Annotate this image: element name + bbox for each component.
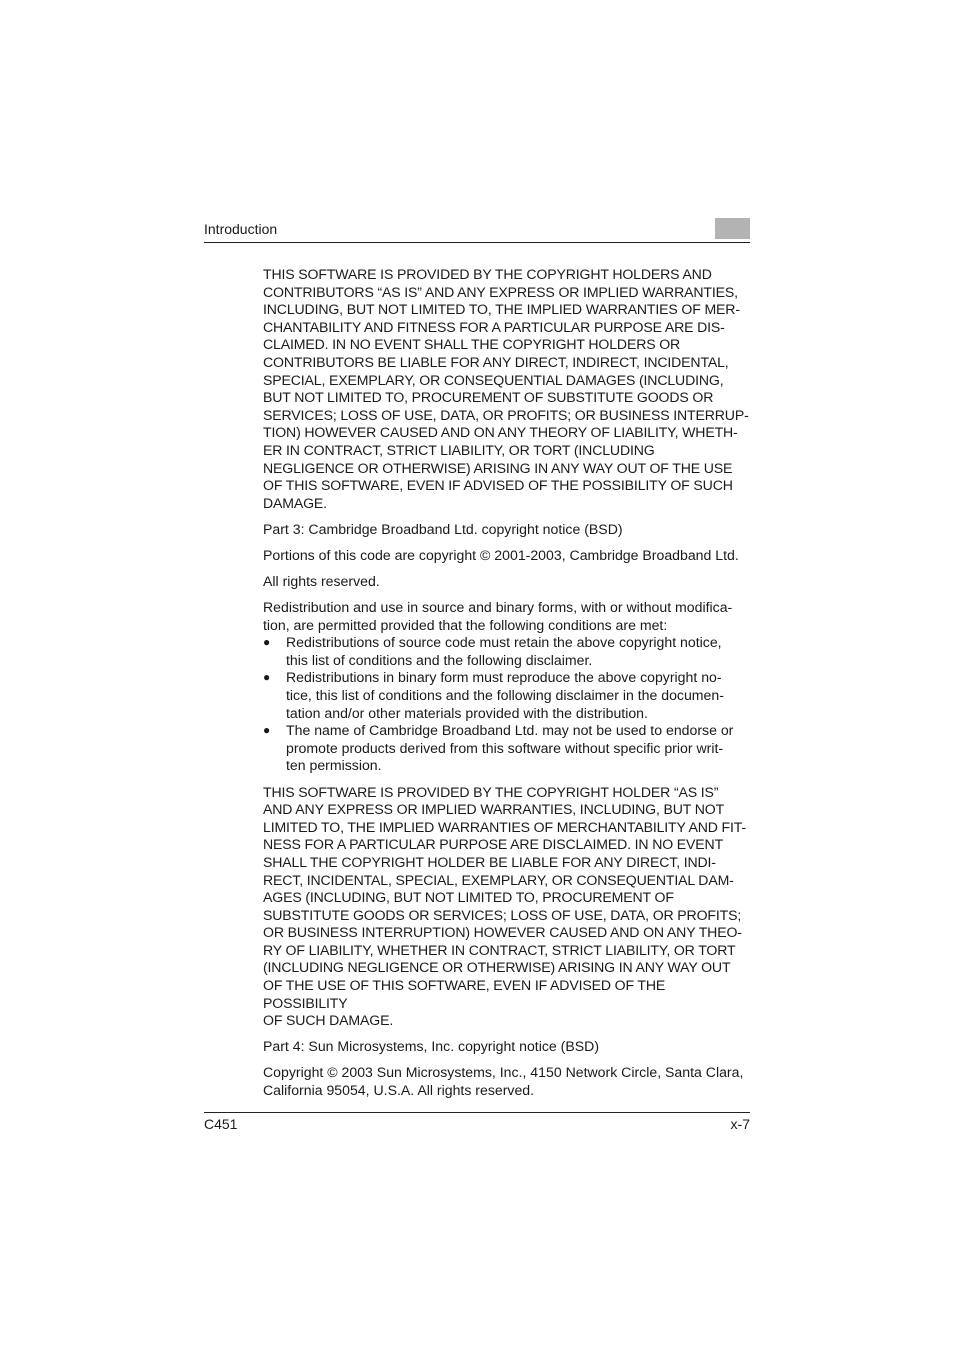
text-line: SPECIAL, EXEMPLARY, OR CONSEQUENTIAL DAMAGES (INCLUDING, xyxy=(263,371,724,388)
text-line: Redistributions in binary form must reproduce the above copyright no- xyxy=(286,669,722,686)
redistribution-intro xyxy=(263,599,751,634)
text-line: tice, this list of conditions and the following disclaimer in the documen- xyxy=(286,687,724,704)
text-line: ER IN CONTRACT, STRICT LIABILITY, OR TORT (INCLUDING xyxy=(263,441,655,458)
list-item xyxy=(263,722,751,775)
model-name: C451 xyxy=(204,1116,238,1132)
text-line: SERVICES; LOSS OF USE, DATA, OR PROFITS; OR BUSINESS INTERRUP- xyxy=(263,406,749,423)
text-line: NEGLIGENCE OR OTHERWISE) ARISING IN ANY WAY OUT OF THE USE xyxy=(263,459,733,476)
text-line: Redistributions of source code must retain the above copyright notice, xyxy=(286,634,722,651)
text-line: Copyright © 2003 Sun Microsystems, Inc., 4150 Network Circle, Santa Clara, xyxy=(263,1064,744,1081)
text-line: California 95054, U.S.A. All rights reserved. xyxy=(263,1082,535,1099)
text-line: CONTRIBUTORS “AS IS” AND ANY EXPRESS OR IMPLIED WARRANTIES, xyxy=(263,283,738,300)
text-line: OF THE USE OF THIS SOFTWARE, EVEN IF ADVISED OF THE POSSIBILITY xyxy=(263,977,666,1011)
text-line: LIMITED TO, THE IMPLIED WARRANTIES OF MERCHANTABILITY AND FIT- xyxy=(263,818,747,835)
text-line: promote products derived from this software without specific prior writ- xyxy=(286,739,724,756)
text-line: AGES (INCLUDING, BUT NOT LIMITED TO, PROCUREMENT OF xyxy=(263,889,674,906)
text-line: THIS SOFTWARE IS PROVIDED BY THE COPYRIGHT HOLDER “AS IS” xyxy=(263,783,719,800)
page-content xyxy=(263,266,751,1100)
text-line: Redistribution and use in source and binary forms, with or without modifica- xyxy=(263,599,733,616)
part4-heading: Part 4: Sun Microsystems, Inc. copyright notice (BSD) xyxy=(263,1038,600,1055)
text-line: AND ANY EXPRESS OR IMPLIED WARRANTIES, INCLUDING, BUT NOT xyxy=(263,801,725,818)
bullet-icon: ● xyxy=(263,670,271,685)
chapter-tab-marker xyxy=(715,218,750,239)
bullet-icon: ● xyxy=(263,723,271,738)
text-line: CHANTABILITY AND FITNESS FOR A PARTICULAR PURPOSE ARE DIS- xyxy=(263,318,725,335)
part4-copyright xyxy=(263,1064,751,1099)
section-title: Introduction xyxy=(204,221,278,237)
text-line: SUBSTITUTE GOODS OR SERVICES; LOSS OF USE, DATA, OR PROFITS; xyxy=(263,906,742,923)
page-footer xyxy=(204,1112,750,1137)
text-line: OF THIS SOFTWARE, EVEN IF ADVISED OF THE POSSIBILITY OF SUCH xyxy=(263,477,733,494)
text-line: this list of conditions and the following disclaimer. xyxy=(286,651,593,668)
list-item xyxy=(263,669,751,722)
text-line: RECT, INCIDENTAL, SPECIAL, EXEMPLARY, OR CONSEQUENTIAL DAM- xyxy=(263,871,734,888)
text-line: tion, are permitted provided that the following conditions are met: xyxy=(263,616,668,633)
text-line: THIS SOFTWARE IS PROVIDED BY THE COPYRIGHT HOLDERS AND xyxy=(263,266,712,282)
text-line: tation and/or other materials provided with the distribution. xyxy=(286,704,648,721)
text-line: OF SUCH DAMAGE. xyxy=(263,1012,394,1029)
text-line: BUT NOT LIMITED TO, PROCUREMENT OF SUBSTITUTE GOODS OR xyxy=(263,389,714,406)
text-line: DAMAGE. xyxy=(263,494,327,511)
text-line: INCLUDING, BUT NOT LIMITED TO, THE IMPLIED WARRANTIES OF MER- xyxy=(263,301,740,318)
text-line: ten permission. xyxy=(286,757,382,774)
text-line: The name of Cambridge Broadband Ltd. may not be used to endorse or xyxy=(286,722,734,739)
text-line: CONTRIBUTORS BE LIABLE FOR ANY DIRECT, INDIRECT, INCIDENTAL, xyxy=(263,353,729,370)
text-line: CLAIMED. IN NO EVENT SHALL THE COPYRIGHT HOLDERS OR xyxy=(263,336,681,353)
text-line: SHALL THE COPYRIGHT HOLDER BE LIABLE FOR ANY DIRECT, INDI- xyxy=(263,853,716,870)
text-line: NESS FOR A PARTICULAR PURPOSE ARE DISCLAIMED. IN NO EVENT xyxy=(263,836,724,853)
text-line: OR BUSINESS INTERRUPTION) HOWEVER CAUSED AND ON ANY THEO- xyxy=(263,924,742,941)
page-number: x-7 xyxy=(730,1116,750,1132)
list-item xyxy=(263,634,751,669)
text-line: TION) HOWEVER CAUSED AND ON ANY THEORY OF LIABILITY, WHETH- xyxy=(263,424,738,441)
disclaimer-paragraph-1 xyxy=(263,266,751,512)
part3-heading: Part 3: Cambridge Broadband Ltd. copyright notice (BSD) xyxy=(263,520,623,537)
part3-copyright: Portions of this code are copyright © 2001-2003, Cambridge Broadband Ltd. xyxy=(263,546,739,563)
disclaimer-paragraph-2 xyxy=(263,784,751,1030)
conditions-list xyxy=(263,634,751,775)
page-header xyxy=(204,218,750,243)
part3-rights: All rights reserved. xyxy=(263,573,380,589)
text-line: (INCLUDING NEGLIGENCE OR OTHERWISE) ARISING IN ANY WAY OUT xyxy=(263,959,731,976)
bullet-icon: ● xyxy=(263,635,271,650)
text-line: RY OF LIABILITY, WHETHER IN CONTRACT, STRICT LIABILITY, OR TORT xyxy=(263,941,736,958)
